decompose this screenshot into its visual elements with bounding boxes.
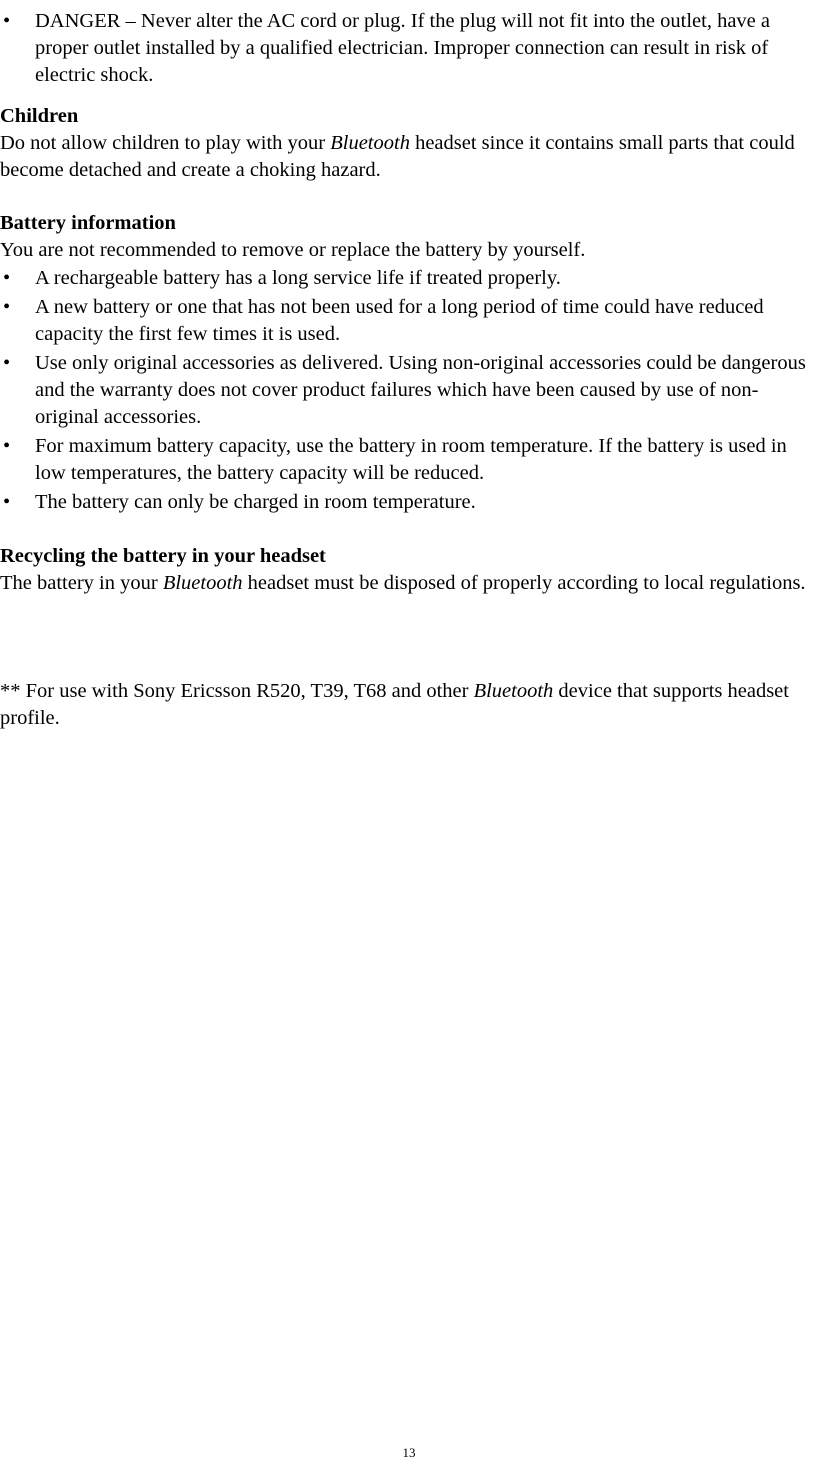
- recycling-text-after: headset must be disposed of properly according to local regulations.: [242, 572, 806, 594]
- battery-item-text: A new battery or one that has not been used for a long period of time could have reduced capacity the first few times it is used.: [35, 296, 764, 345]
- page-number: 13: [402, 1445, 416, 1460]
- footnote-paragraph: [0, 678, 818, 732]
- bullet-icon: •: [3, 296, 11, 318]
- children-paragraph: [0, 130, 818, 184]
- recycling-text-italic: Bluetooth: [162, 572, 243, 594]
- battery-item-text: The battery can only be charged in room temperature.: [35, 491, 476, 513]
- battery-list-item: [0, 489, 818, 516]
- footnote-text-after: device that supports headset profile.: [0, 680, 789, 729]
- battery-list-item: [0, 265, 818, 292]
- danger-section: [0, 8, 818, 91]
- bullet-icon: •: [3, 267, 11, 289]
- footnote-text-before: ** For use with Sony Ericsson R520, T39, T68 and other: [0, 680, 474, 702]
- footnote-section: [0, 678, 818, 732]
- battery-item-text: For maximum battery capacity, use the battery in room temperature. If the battery is used in low temperatures, the battery capacity will be reduced.: [35, 435, 787, 484]
- battery-item-text: Use only original accessories as delivered. Using non-original accessories could be dangerous and the warranty does not cover product failures which have been caused by use of non-original accessories.: [35, 352, 806, 428]
- recycling-heading: Recycling the battery in your headset: [0, 545, 326, 567]
- bullet-icon: •: [3, 491, 11, 513]
- recycling-text-before: The battery in your: [0, 572, 163, 594]
- battery-heading: Battery information: [0, 212, 176, 234]
- danger-text: DANGER – Never alter the AC cord or plug. If the plug will not fit into the outlet, have a proper outlet installed by a qualified electrician. Improper connection can result in risk of electric shock.: [35, 10, 770, 86]
- children-heading: Children: [0, 105, 79, 127]
- children-text-before: Do not allow children to play with your: [0, 132, 331, 154]
- battery-list-item: [0, 294, 818, 348]
- bullet-icon: •: [3, 352, 11, 374]
- battery-intro: You are not recommended to remove or replace the battery by yourself.: [0, 239, 586, 261]
- bullet-icon: •: [3, 435, 11, 457]
- recycling-section: [0, 543, 818, 597]
- children-text-italic: Bluetooth: [330, 132, 410, 154]
- footnote-text-italic: Bluetooth: [473, 680, 554, 702]
- children-text-after: headset since it contains small parts that could become detached and create a choking hazard.: [0, 132, 795, 181]
- battery-section: [0, 210, 818, 518]
- danger-bullet-item: [0, 8, 818, 89]
- bullet-icon: •: [3, 10, 11, 32]
- children-section: [0, 103, 818, 184]
- battery-list-item: [0, 433, 818, 487]
- battery-item-text: A rechargeable battery has a long service life if treated properly.: [35, 267, 561, 289]
- battery-list-item: [0, 350, 818, 431]
- recycling-paragraph: [0, 570, 818, 597]
